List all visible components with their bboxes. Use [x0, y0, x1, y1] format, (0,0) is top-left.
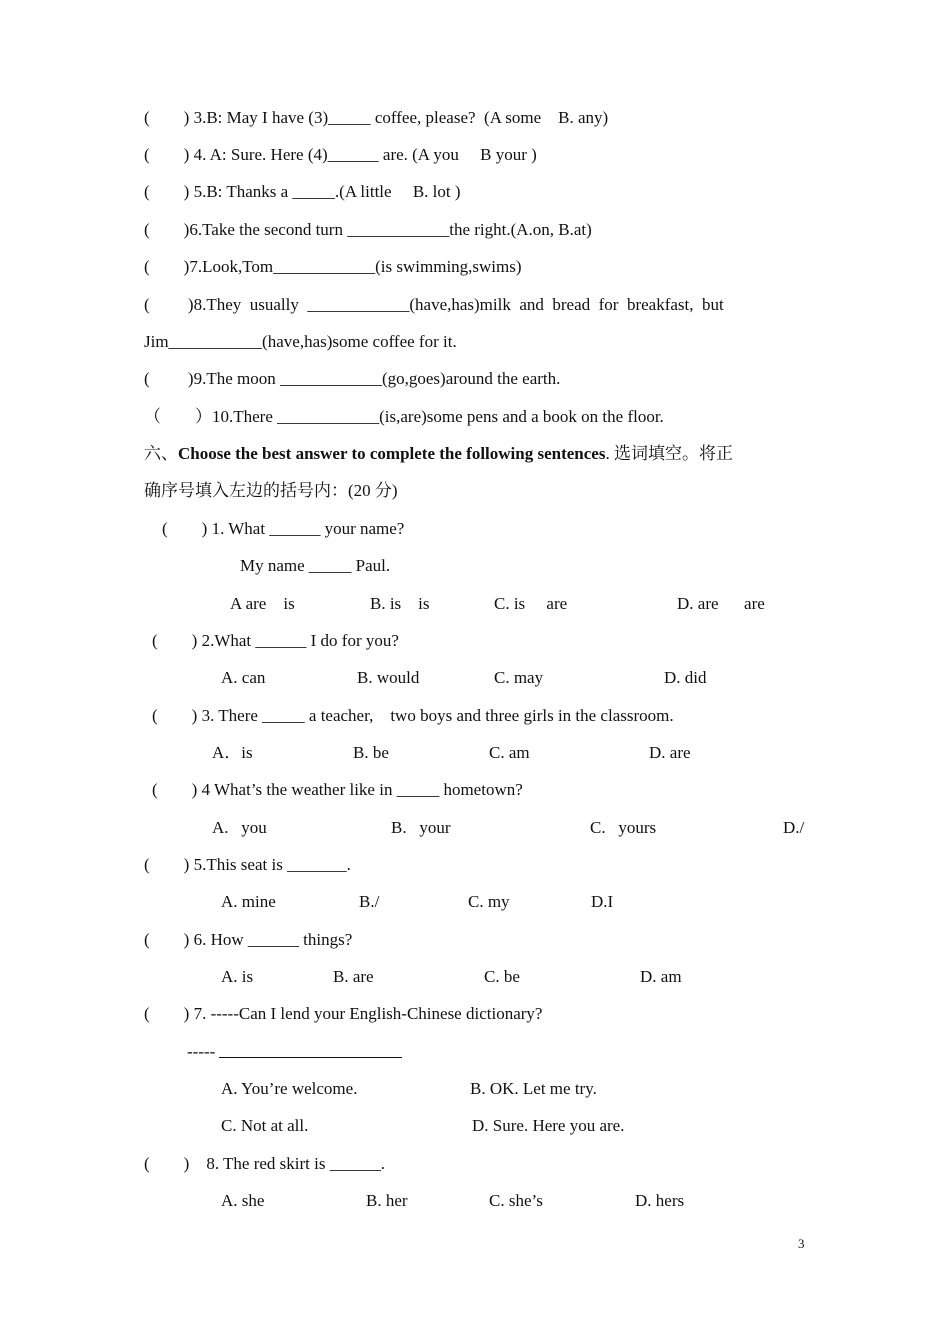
q5-option-b: B./: [359, 892, 380, 911]
q1-option-d: D. are are: [677, 594, 765, 613]
question-5-6: ( )6.Take the second turn ____________the right.(A.on, B.at): [144, 220, 592, 239]
q7-option-b: B. OK. Let me try.: [470, 1079, 597, 1098]
q5-option-d: D.I: [591, 892, 614, 911]
q5-option-a: A. mine: [221, 892, 276, 911]
section-number: 六、: [144, 444, 178, 463]
q1-option-b: B. is is: [370, 594, 430, 613]
question-5-8: ( )8.They usually ____________(have,has)milk and bread for breakfast, but: [144, 295, 724, 314]
q5-option-c: C. my: [468, 892, 510, 911]
question-5-10: （ ）10.There ____________(is,are)some pens and a book on the floor.: [144, 407, 664, 426]
q6-option-d: D. am: [640, 967, 682, 986]
section-title-cn: . 选词填空。将正: [605, 444, 733, 463]
q1-stem-2: My name _____ Paul.: [240, 556, 391, 575]
q1-stem: ( ) 1. What ______ your name?: [162, 519, 405, 538]
q7-stem: ( ) 7. -----Can I lend your English-Chinese dictionary?: [144, 1004, 543, 1023]
q1-option-c: C. is are: [494, 594, 568, 613]
q7-option-d: D. Sure. Here you are.: [472, 1116, 625, 1135]
q3-option-c: C. am: [489, 743, 530, 762]
question-5-3: ( ) 3.B: May I have (3)_____ coffee, please? (A some B. any): [144, 108, 609, 127]
page-number: 3: [798, 1236, 805, 1251]
q2-option-a: A. can: [221, 668, 266, 687]
q3-option-b: B. be: [353, 743, 389, 762]
q3-option-d: D. are: [649, 743, 691, 762]
question-5-7: ( )7.Look,Tom____________(is swimming,swims): [144, 257, 522, 276]
q3-stem: ( ) 3. There _____ a teacher, two boys and three girls in the classroom.: [152, 706, 674, 725]
q5-stem: ( ) 5.This seat is _______.: [144, 855, 351, 874]
q2-option-b: B. would: [357, 668, 420, 687]
q8-option-d: D. hers: [635, 1191, 685, 1210]
q7-reply-prefix: -----: [187, 1042, 216, 1061]
q2-stem: ( ) 2.What ______ I do for you?: [152, 631, 399, 650]
q2-option-d: D. did: [664, 668, 707, 687]
question-5-5: ( ) 5.B: Thanks a _____.(A little B. lot ): [144, 182, 461, 201]
q6-option-a: A. is: [221, 967, 254, 986]
q8-stem: ( ) 8. The red skirt is ______.: [144, 1154, 385, 1173]
q6-option-c: C. be: [484, 967, 520, 986]
q7-answer-line: [219, 1057, 402, 1058]
q8-option-c: C. she’s: [489, 1191, 543, 1210]
q4-option-b: B. your: [391, 818, 451, 837]
section-title-en: Choose the best answer to complete the following sentences: [178, 444, 606, 463]
question-5-8-continued: Jim___________(have,has)some coffee for it.: [144, 332, 457, 351]
q8-option-a: A. she: [221, 1191, 265, 1210]
question-5-9: ( )9.The moon ____________(go,goes)around the earth.: [144, 369, 561, 388]
q4-option-c: C. yours: [590, 818, 657, 837]
section-6-heading-line2: 确序号填入左边的括号内：(20 分): [144, 481, 398, 500]
q4-option-a: A. you: [212, 818, 267, 837]
q3-option-a: A．is: [212, 743, 253, 762]
q4-stem: ( ) 4 What’s the weather like in _____ hometown?: [152, 780, 523, 799]
q1-option-a: A are is: [230, 594, 295, 613]
q6-option-b: B. are: [333, 967, 374, 986]
q2-option-c: C. may: [494, 668, 544, 687]
q7-option-a: A. You’re welcome.: [221, 1079, 358, 1098]
q7-option-c: C. Not at all.: [221, 1116, 309, 1135]
q8-option-b: B. her: [366, 1191, 408, 1210]
q4-option-d: D./: [783, 818, 805, 837]
question-5-4: ( ) 4. A: Sure. Here (4)______ are. (A you B your ): [144, 145, 537, 164]
q6-stem: ( ) 6. How ______ things?: [144, 930, 353, 949]
section-6-heading: [144, 444, 733, 464]
